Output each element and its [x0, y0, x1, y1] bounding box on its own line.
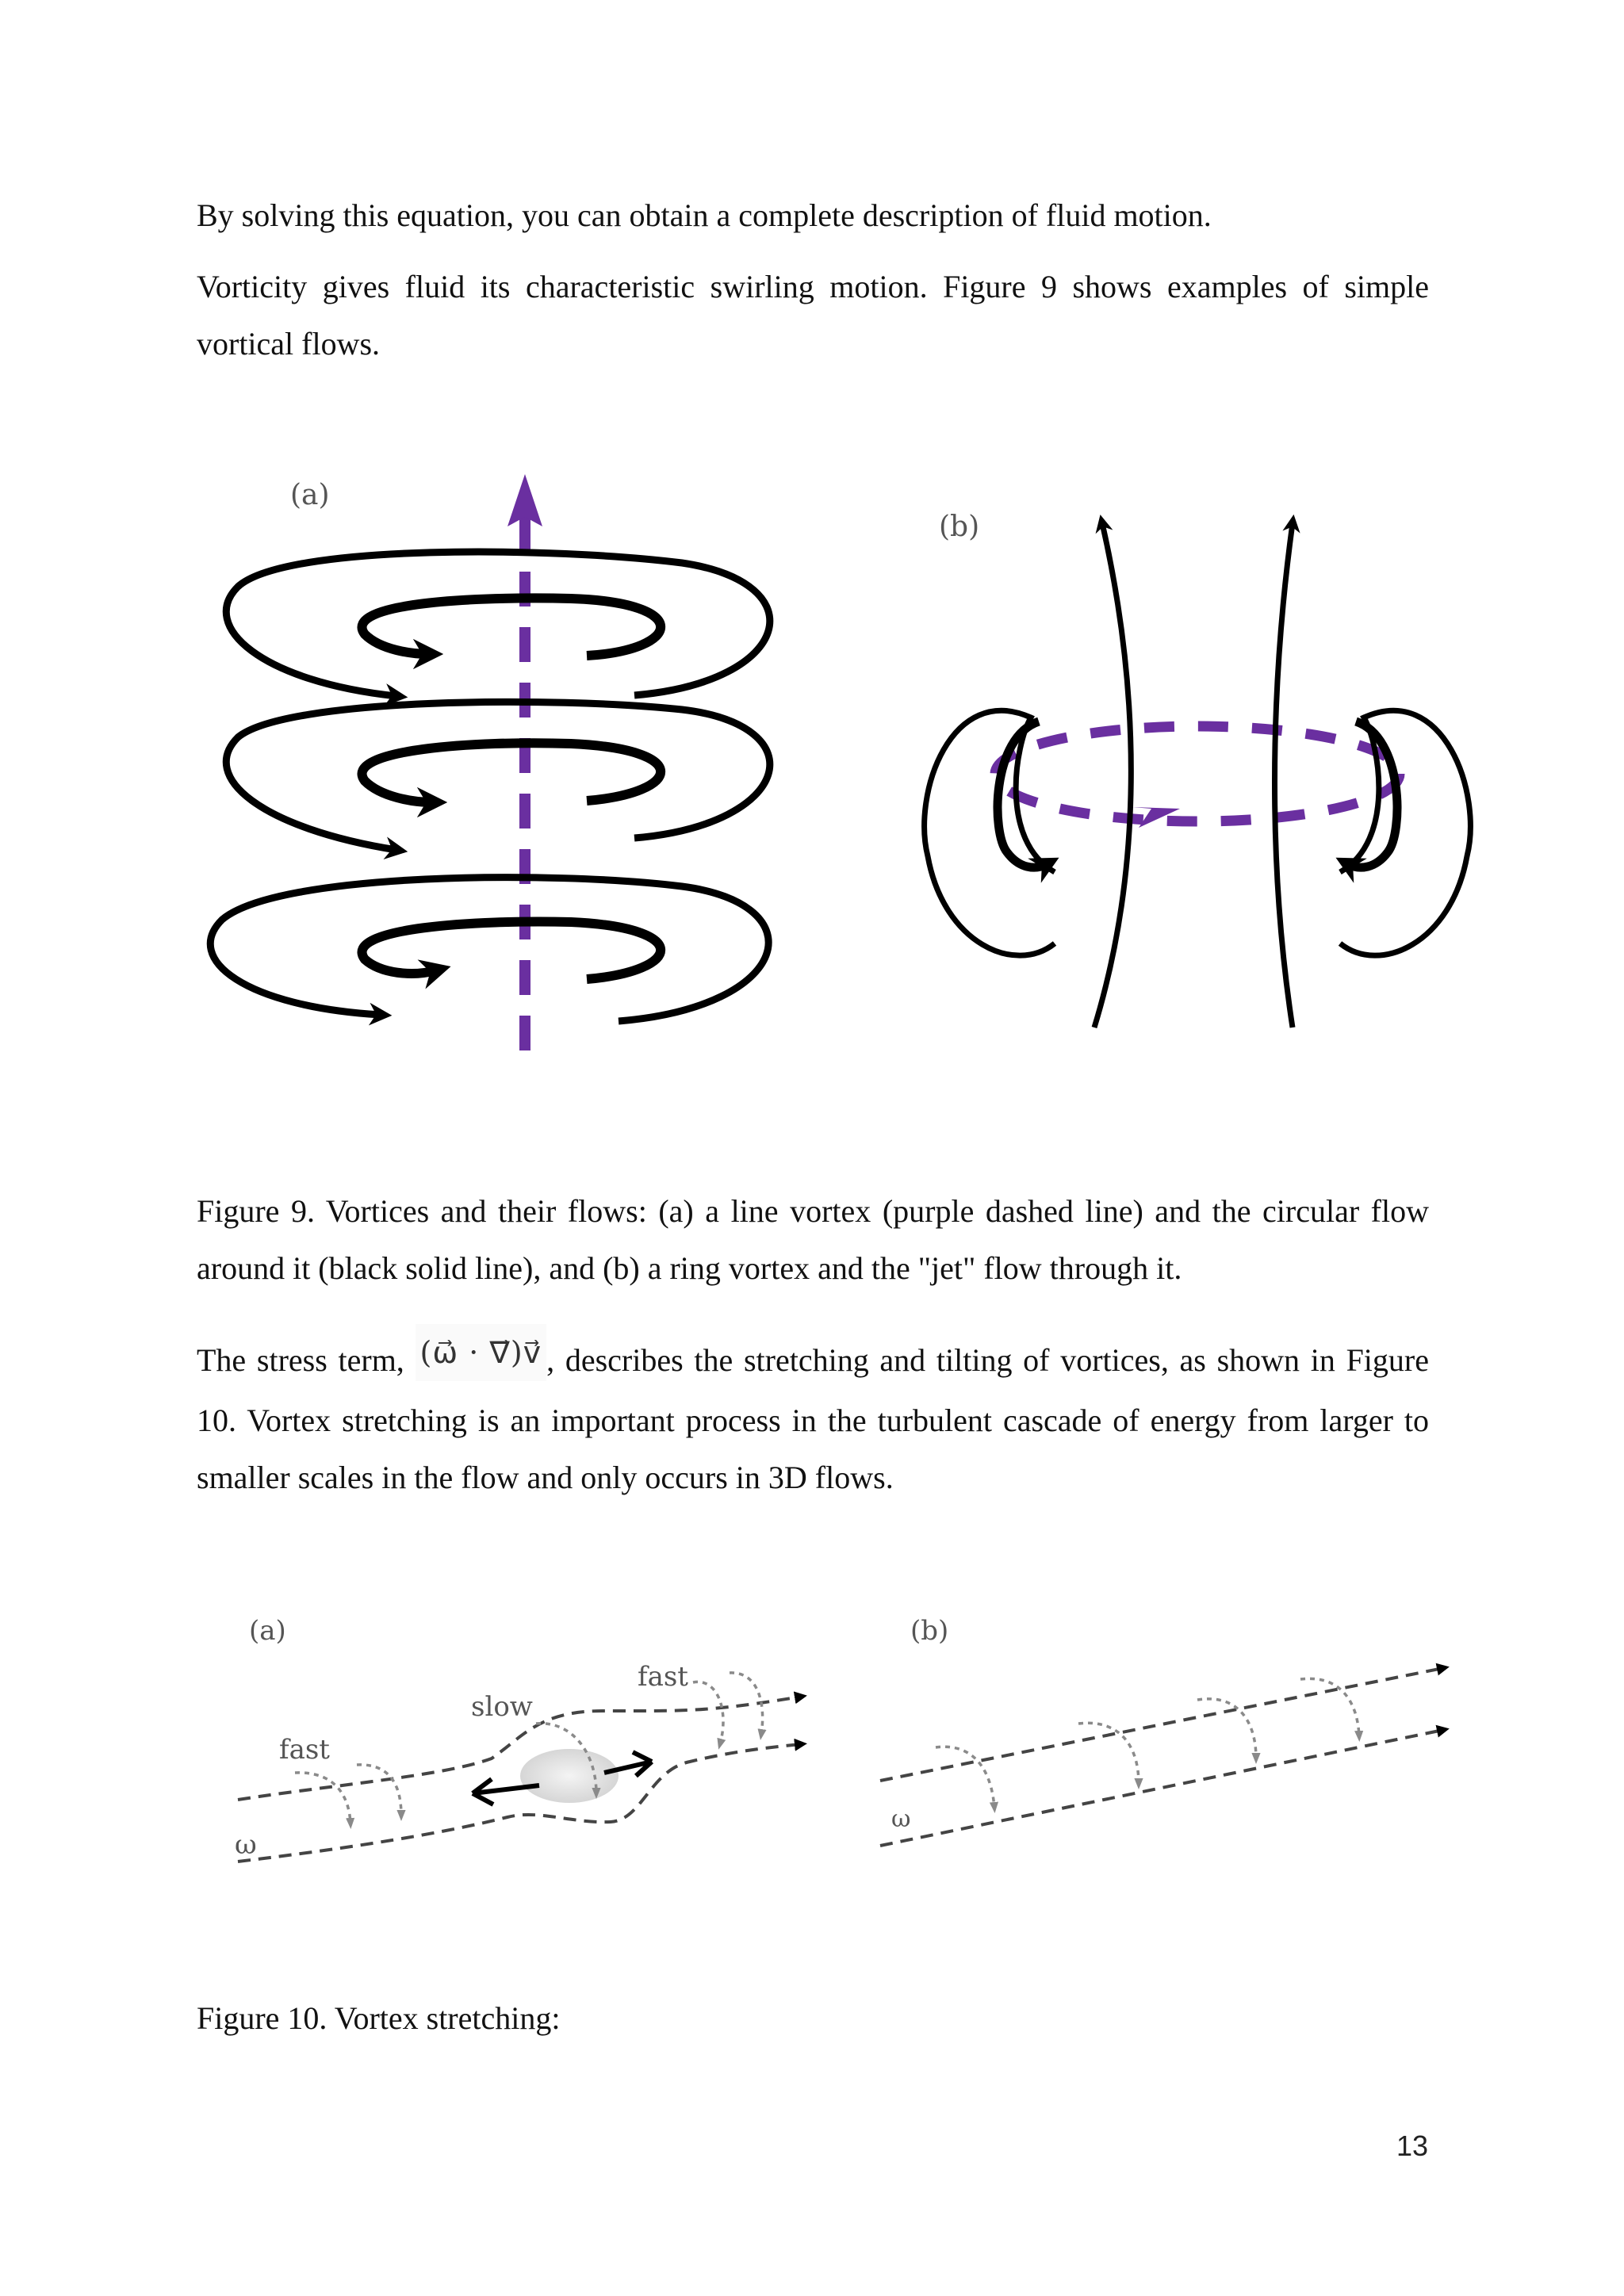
omega-label-a: ω — [235, 1829, 257, 1861]
figure-10-panel-a-label: (a) — [249, 1615, 286, 1647]
vortex-stretching-panel-a — [235, 1661, 801, 1862]
left-outer-swirl — [925, 710, 1055, 955]
figure-9-panel-a-label: (a) — [290, 479, 330, 511]
stress-text-after: , describes the stretching and tilting of vortices, as shown in Figure 10. Vortex stretching is an important process in the turbulent cascade of energy from larger to smaller scales in the flow and only occurs in 3D flows. — [197, 1342, 1429, 1495]
line-vortex-diagram — [210, 474, 770, 1050]
outer-loop-2 — [226, 702, 770, 850]
outer-loop-3 — [210, 878, 768, 1021]
flow-line-lower-b — [880, 1730, 1443, 1846]
page-number: 13 — [1396, 2130, 1428, 2162]
label-fast-right: fast — [638, 1661, 688, 1693]
stress-term-formula: (ω⃗ · ∇⃗)v⃗ — [416, 1324, 547, 1381]
label-slow: slow — [471, 1691, 533, 1723]
vortex-stretching-panel-b — [880, 1668, 1443, 1846]
inner-loop-2 — [362, 743, 661, 802]
outer-loop-1 — [226, 552, 770, 696]
label-fast-left: fast — [279, 1734, 330, 1766]
paragraph-intro: By solving this equation, you can obtain a complete description of fluid motion. — [197, 197, 1212, 233]
figure-9-panel-b-label: (b) — [939, 511, 980, 543]
flow-line-upper-b — [880, 1668, 1443, 1781]
paragraph-stress-term — [197, 1332, 1429, 1506]
figure-9 — [0, 444, 1624, 1047]
omega-label-b: ω — [891, 1805, 911, 1833]
figure-9-caption: Figure 9. Vortices and their flows: (a) a line vortex (purple dashed line) and the circular flow around it (black solid line), and (b) a ring vortex and the "jet" flow through it. — [197, 1193, 1429, 1286]
vortex-core-blob — [520, 1749, 619, 1803]
ring-vortex-dashed-ellipse — [995, 726, 1400, 821]
figure-10-panel-b-label: (b) — [910, 1615, 949, 1647]
ring-vortex-diagram — [925, 523, 1471, 1027]
inner-loop-3 — [362, 922, 661, 979]
stress-text-before: The stress term, — [197, 1342, 416, 1378]
jet-line-left — [1094, 523, 1131, 1027]
figure-10-caption: Figure 10. Vortex stretching: — [197, 2000, 561, 2036]
paragraph-vorticity: Vorticity gives fluid its characteristic swirling motion. Figure 9 shows examples of simple vortical flows. — [197, 269, 1429, 362]
inner-loop-1 — [362, 598, 661, 656]
figure-10 — [0, 1601, 1624, 1887]
jet-line-right — [1275, 523, 1293, 1027]
